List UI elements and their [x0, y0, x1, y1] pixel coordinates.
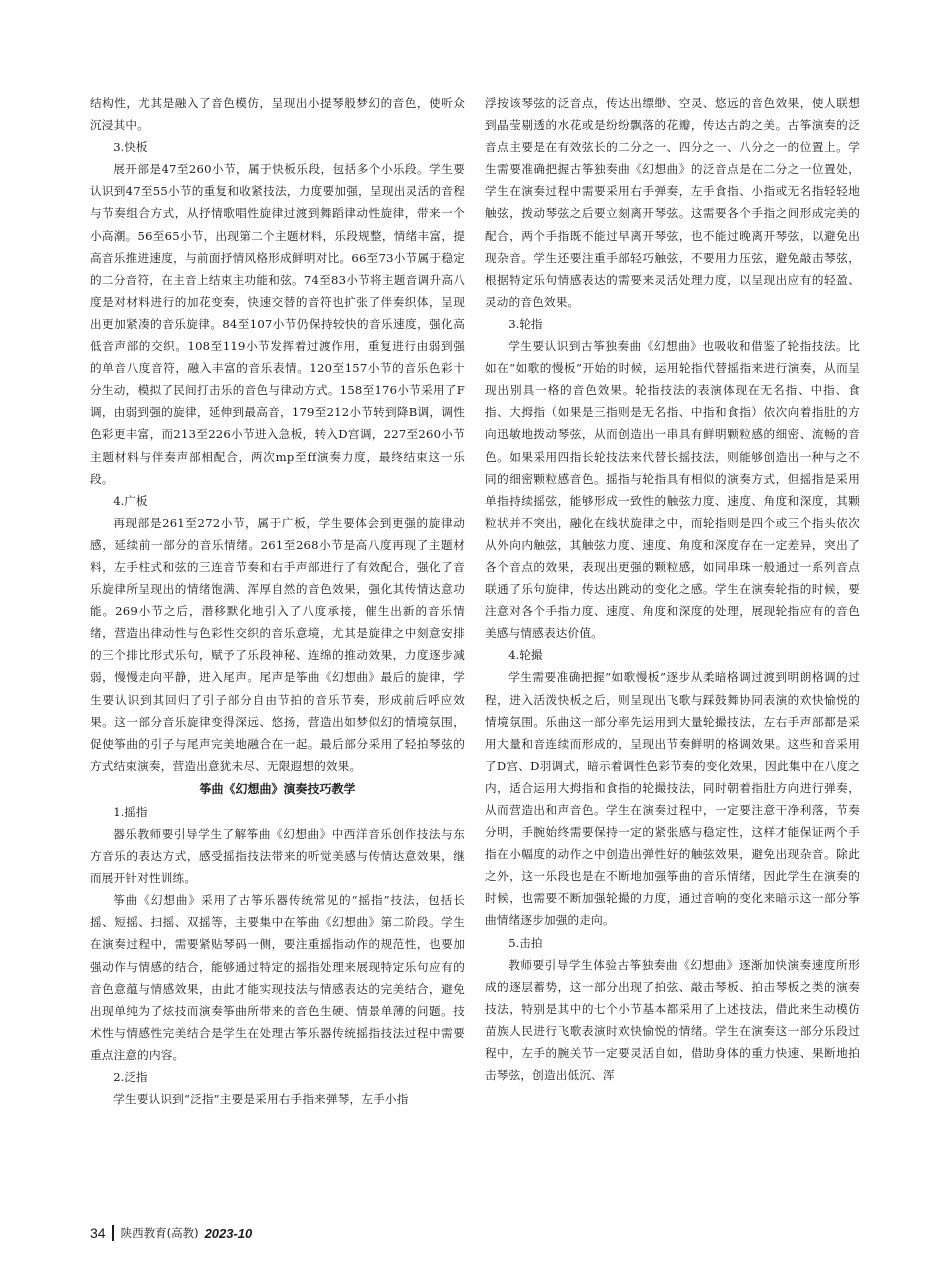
- left-column: [90, 92, 465, 1110]
- paragraph: 教师要引导学生体验古筝独奏曲《幻想曲》逐渐加快演奏速度所形成的逐层蓄势，这一部分出现了拍弦、敲击琴板、拍击琴板之类的演奏技法，特别是其中的七个小节基本都采用了上述技法，借此来生动模仿苗族人民进行飞歌表演时欢快愉悦的情绪。学生在演奏这一部分乐段过程中，左手的腕关节一定要灵活自如，借助身体的重力快速、果断地拍击琴弦，创造出低沉、浑: [485, 957, 860, 1083]
- paragraph: 展开部是47至260小节，属于快板乐段，包括多个小乐段。学生要认识到47至55小节的重复和收紧技法，力度要加强，呈现出灵活的音程与节奏组合方式，从抒情歌唱性旋律过渡到舞蹈律动性旋律，带来一个小高潮。56至65小节，出现第二个主题材料，乐段规整，情绪丰富，提高音乐推进速度，与前面抒情风格形成鲜明对比。66至73小节属于稳定的二分音符，在主音上结束主功能和弦。74至83小节将主题音调升高八度是对材料进行的加花变奏，快速交替的音符也扩张了伴奏织体，呈现出更加紧凑的音乐旋律。84至107小节仍保持较快的音乐速度，强化高低音声部的交织。108至119小节发挥着过渡作用，重复进行由弱到强的单音八度音符，融入丰富的音乐表情。120至157小节的音乐色彩十分生动，模拟了民间打击乐的音色与律动方式。158至176小节采用了F调，由弱到强的旋律，延伸到最高音，179至212小节转到降B调，调性色彩更丰富，而213至226小节进入急板，转入D宫调，227至260小节主题材料与伴奏声部相配合，两次mp至ff演奏力度，最终结束这一乐段。: [90, 162, 465, 486]
- footer-divider: [112, 1225, 114, 1241]
- issue-number: 2023-10: [204, 1225, 253, 1241]
- subheading-fanzhi: 2.泛指: [113, 1070, 148, 1085]
- right-column: [485, 92, 860, 1086]
- paragraph: 结构性，尤其是融入了音色模仿，呈现出小提琴般梦幻的音色，使听众沉浸其中。: [90, 96, 465, 133]
- subheading-yaozhi: 1.摇指: [113, 804, 148, 819]
- paragraph: 学生要认识到古筝独奏曲《幻想曲》也吸收和借鉴了轮指技法。比如在“如歌的慢板”开始的时候，运用轮指代替摇指来进行演奏，从而呈现出别具一格的音色效果。轮指技法的表演体现在无名指、中指、食指、大拇指（如果是三指则是无名指、中指和食指）依次向着指肚的方向迅敏地拨动琴弦，从而创造出一串具有鲜明颗粒感的细密、流畅的音色。如果采用四指长轮技法来代替长摇技法，则能够创造出一种与之不同的细密颗粒感音色。摇指与轮指具有相似的演奏方式，但摇指是采用单指持续摇弦，能够形成一致性的触弦力度、速度、角度和深度，其颗粒状并不突出，融化在线状旋律之中，而轮指则是四个或三个指头依次从外向内触弦，其触弦力度、速度、角度和深度存在一定差异，突出了各个音点的效果，表现出更强的颗粒感，如同串珠一般通过一系列音点联通了乐句旋律，传达出跳动的变化之感。学生在演奏轮指的时候，要注意对各个手指力度、速度、角度和深度的处理，展现轮指应有的音色美感与情感表达价值。: [485, 339, 860, 641]
- subheading-luncuo: 4.轮撮: [508, 648, 543, 663]
- paragraph: 再现部是261至272小节，属于广板，学生要体会到更强的旋律动感，延续前一部分的音乐情绪。261至268小节是高八度再现了主题材料，左手柱式和弦的三连音节奏和右手声部进行了有效配合，强化了音乐旋律所呈现出的情绪饱满、浑厚自然的音色效果，强化其传情达意功能。269小节之后，潜移默化地引入了八度承接，催生出新的音乐情绪，营造出律动性与色彩性交织的音乐意境，尤其是旋律之中刻意安排的三个排比形式乐句，赋予了乐段神秘、连绵的推动效果，力度逐步减弱，慢慢走向平静，进入尾声。尾声是筝曲《幻想曲》最后的旋律，学生要认识到其回归了引子部分自由节拍的音乐节奏，形成前后呼应效果。这一部分音乐旋律变得深远、悠扬，营造出如梦似幻的情境氛围，促使筝曲的引子与尾声完美地融合在一起。最后部分采用了轻拍琴弦的方式结束演奏，营造出意犹未尽、无限遐想的效果。: [90, 515, 465, 773]
- page-footer: [90, 1224, 252, 1242]
- paragraph: 器乐教师要引导学生了解筝曲《幻想曲》中西洋音乐创作技法与东方音乐的表达方式，感受摇指技法带来的听觉美感与传情达意效果，继而展开针对性训练。: [90, 827, 465, 886]
- section-heading: 筝曲《幻想曲》演奏技巧教学: [199, 781, 356, 796]
- subheading-largo: 4.广板: [113, 493, 148, 508]
- subheading-lunzhi: 3.轮指: [508, 316, 543, 331]
- page-number: 34: [90, 1225, 106, 1241]
- journal-name: 陕西教育(高教): [120, 1226, 199, 1240]
- paragraph: 浮按该琴弦的泛音点，传达出缥缈、空灵、悠远的音色效果，使人联想到晶莹剔透的水花或是纷纷飘落的花瓣，传达古韵之美。古筝演奏的泛音点主要是在有效弦长的二分之一、四分之一、八分之一的位置上。学生需要准确把握古筝独奏曲《幻想曲》的泛音点是在二分之一位置处，学生在演奏过程中需要采用右手弹奏，左手食指、小指或无名指轻轻地触弦，拨动琴弦之后要立刻离开琴弦。这需要各个手指之间形成完美的配合，两个手指既不能过早离开琴弦，也不能过晚离开琴弦，以避免出现杂音。学生还要注重手部轻巧触弦，不要用力压弦，避免敲击琴弦，根据特定乐句情感表达的需要来灵活处理力度，以呈现出应有的轻盈、灵动的音色效果。: [485, 96, 860, 309]
- paragraph: 学生需要准确把握“如歌慢板”逐步从柔暗格调过渡到明朗格调的过程，进入活泼快板之后，则呈现出飞歌与踩鼓舞协同表演的欢快愉悦的情境氛围。乐曲这一部分率先运用到大量轮撮技法，左右手声部都是采用大量和音连续而形成的，呈现出节奏鲜明的格调效果。这些和音采用了D宫、D羽调式，暗示着调性色彩节奏的变化效果，因此集中在八度之内，适合运用大拇指和食指的轮撮技法，同时朝着指肚方向进行弹奏，从而营造出和声音色。学生在演奏过程中，一定要注意干净利落，节奏分明，手腕始终需要保持一定的紧张感与稳定性，这样才能保证两个手指在小幅度的动作之中创造出弹性好的触弦效果，避免出现杂音。除此之外，这一乐段也是在不断地加强筝曲的音乐情绪，因此学生在演奏的时候，也需要不断加强轮撮的力度，通过音响的变化来暗示这一部分筝曲情绪逐步加强的走向。: [485, 670, 860, 928]
- subheading-allegro: 3.快板: [113, 140, 148, 155]
- paragraph: 学生要认识到“泛指”主要是采用右手指来弹琴，左手小指: [113, 1092, 409, 1107]
- subheading-jipai: 5.击拍: [508, 935, 543, 950]
- paragraph: 筝曲《幻想曲》采用了古筝乐器传统常见的“摇指”技法，包括长摇、短摇、扫摇、双摇等，主要集中在筝曲《幻想曲》第二阶段。学生在演奏过程中，需要紧贴琴码一侧，要注重摇指动作的规范性，也要加强动作与情感的结合，能够通过特定的摇指处理来展现特定乐句应有的音色意蕴与情感效果，由此才能实现技法与情感表达的完美结合，避免出现单纯为了炫技而演奏筝曲所带来的音色生硬、情景单薄的问题。技术性与情感性完美结合是学生在处理古筝乐器传统摇指技法过程中需要重点注意的内容。: [90, 893, 465, 1062]
